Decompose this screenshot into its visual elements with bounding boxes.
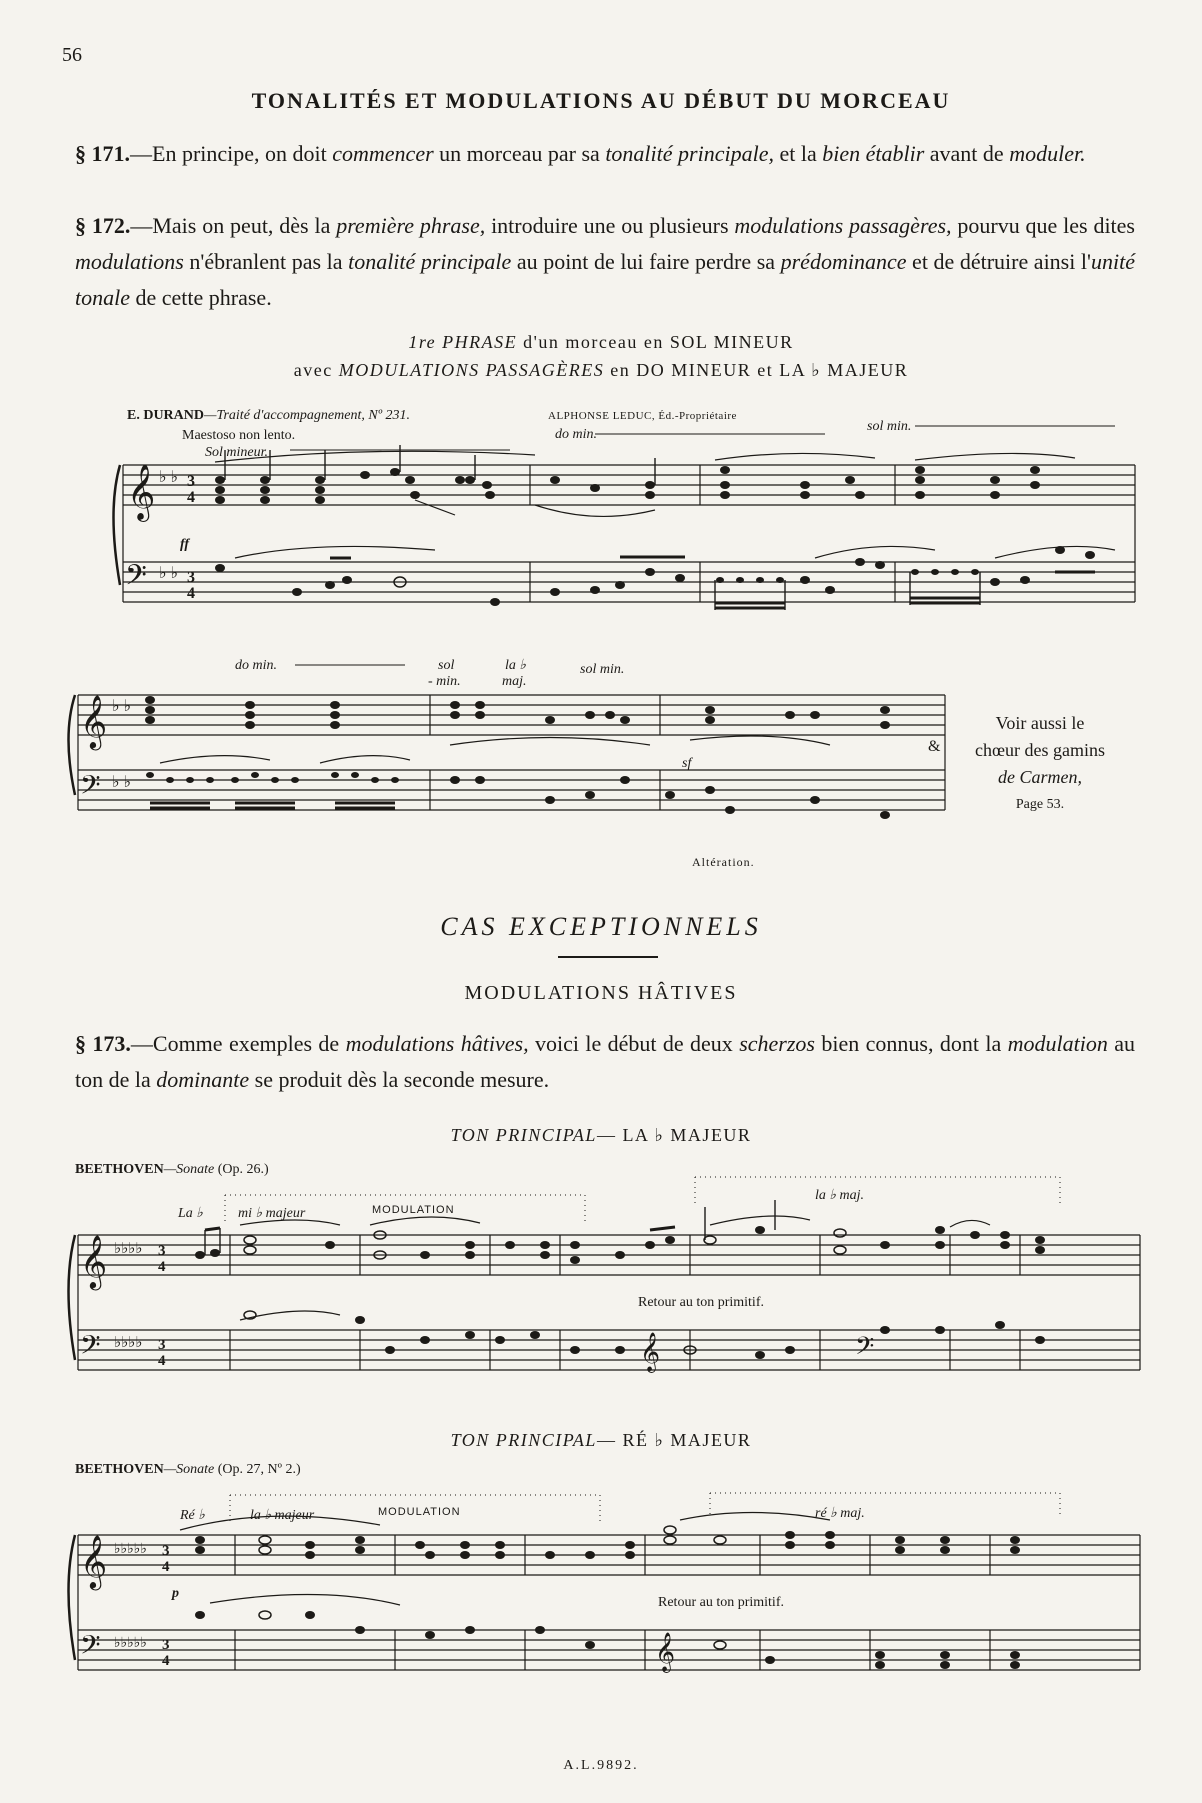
example3-system	[70, 1485, 1140, 1695]
svg-text:3: 3	[187, 473, 195, 490]
annotation-sol-mineur: Sol mineur.	[205, 445, 268, 460]
see-also-note: Voir aussi le chœur des gamins de Carmen, Page 53.	[975, 713, 1105, 812]
svg-text:𝄢: 𝄢	[855, 1332, 875, 1367]
annotation-la-flat: La ♭	[178, 1206, 203, 1221]
bass-clef-icon: 𝄢	[125, 559, 147, 599]
svg-text:♭♭♭♭♭: ♭♭♭♭♭	[114, 1636, 148, 1651]
example1-publisher: ALPHONSE LEDUC, Éd.-Propriétaire	[548, 410, 737, 422]
svg-text:3: 3	[162, 1543, 170, 1559]
svg-text:♭ ♭: ♭ ♭	[159, 469, 179, 486]
example3-caption: TON PRINCIPAL— RÉ ♭ MAJEUR	[450, 1430, 752, 1450]
annotation-maj: maj.	[502, 674, 527, 689]
svg-text:♭ ♭: ♭ ♭	[112, 774, 132, 791]
example1-caption-line2: avec MODULATIONS PASSAGÈRES en DO MINEUR et LA ♭ MAJEUR	[293, 360, 909, 380]
example1-attribution: E. DURAND—Traité d'accompagnement, Nº 231.	[127, 408, 411, 423]
example1-system2	[70, 658, 945, 825]
svg-text:3: 3	[162, 1637, 170, 1653]
svg-text:𝄞: 𝄞	[640, 1332, 661, 1372]
svg-text:4: 4	[158, 1353, 166, 1369]
section-title: CAS EXCEPTIONNELS	[440, 912, 762, 941]
bass-clef-icon: 𝄢	[80, 1329, 101, 1367]
dynamic-ff: ff	[180, 537, 190, 552]
paragraph-number: § 171.	[75, 141, 130, 166]
publisher-footer: A.L.9892.	[563, 1758, 639, 1773]
bass-clef-icon: 𝄢	[80, 769, 101, 807]
svg-text:3: 3	[158, 1337, 166, 1353]
svg-text:3: 3	[187, 569, 195, 586]
annotation-re-flat: Ré ♭	[180, 1508, 205, 1523]
page-number: 56	[62, 44, 82, 66]
dynamic-sf: sf	[682, 756, 692, 771]
svg-text:4: 4	[187, 585, 195, 602]
svg-text:♭♭♭♭: ♭♭♭♭	[114, 1335, 143, 1351]
svg-text:4: 4	[162, 1559, 170, 1575]
annotation-la-flat-maj: la ♭ maj.	[815, 1188, 864, 1203]
subsection-title: MODULATIONS HÂTIVES	[464, 982, 738, 1004]
annotation-sol: sol	[438, 658, 455, 673]
alteration-label: Altération.	[692, 855, 755, 869]
treble-clef-icon: 𝄞	[127, 464, 156, 520]
annotation-re-flat-maj: ré ♭ maj.	[815, 1506, 865, 1521]
page-title: TONALITÉS ET MODULATIONS AU DÉBUT DU MORCEAU	[251, 88, 951, 113]
svg-text:♭ ♭: ♭ ♭	[159, 565, 179, 582]
svg-text:3: 3	[158, 1243, 166, 1259]
treble-clef-icon: 𝄞	[80, 1234, 108, 1288]
staff-bass	[123, 562, 1135, 602]
treble-clef-icon: 𝄞	[80, 694, 108, 748]
dynamic-p: p	[172, 1586, 179, 1601]
divider	[558, 956, 658, 958]
paragraph-171: § 171.—En principe, on doit commencer un morceau par sa tonalité principale, et la bien établir avant de moduler.	[75, 141, 1086, 166]
svg-text:4: 4	[187, 489, 195, 506]
svg-text:4: 4	[162, 1653, 170, 1669]
paragraph-number: § 172.	[75, 213, 131, 238]
example2-attribution: BEETHOVEN—Sonate (Op. 26.)	[75, 1162, 269, 1177]
annotation-min: - min.	[428, 674, 461, 689]
svg-text:𝄞: 𝄞	[655, 1632, 676, 1672]
ampersand: &	[928, 738, 941, 755]
return-label: Retour au ton primitif.	[658, 1595, 784, 1610]
example1-caption-line1: 1re PHRASE d'un morceau en SOL MINEUR	[408, 332, 794, 352]
annotation-modulation: MODULATION	[378, 1506, 461, 1518]
annotation-sol-min: sol min.	[867, 419, 912, 434]
example1-tempo: Maestoso non lento.	[182, 428, 296, 443]
annotation-do-min: do min.	[235, 658, 277, 673]
paragraph-number: § 173.	[75, 1031, 131, 1056]
paragraph-173: § 173.—Comme exemples de modulations hâtives, voici le début de deux scherzos bien connus, dont la modulation au ton de la dominante se produit dès la seconde mesure.	[75, 1031, 1135, 1092]
annotation-mi-flat-majeur: mi ♭ majeur	[238, 1206, 306, 1221]
staff-treble	[123, 465, 1135, 505]
svg-text:4: 4	[158, 1259, 166, 1275]
bass-clef-icon: 𝄢	[80, 1629, 101, 1667]
annotation-la-flat: la ♭	[505, 658, 526, 673]
treble-clef-icon: 𝄞	[80, 1534, 108, 1588]
annotation-la-flat-majeur: la ♭ majeur	[250, 1508, 315, 1523]
svg-text:♭♭♭♭: ♭♭♭♭	[114, 1241, 143, 1257]
svg-text:♭♭♭♭♭: ♭♭♭♭♭	[114, 1542, 148, 1557]
annotation-do-min: do min.	[555, 427, 597, 442]
paragraph-172: § 172.—Mais on peut, dès la première phrase, introduire une ou plusieurs modulations passagères, pourvu que les dites modulations n'ébranlent pas la tonalité principale au point de lui faire perdre sa prédominance et de détruire ainsi l'unité tonale de cette phrase.	[75, 213, 1135, 310]
annotation-sol-min: sol min.	[580, 662, 625, 677]
example2-caption: TON PRINCIPAL— LA ♭ MAJEUR	[450, 1125, 752, 1145]
example3-attribution: BEETHOVEN—Sonate (Op. 27, Nº 2.)	[75, 1462, 301, 1477]
annotation-modulation: MODULATION	[372, 1204, 455, 1216]
svg-text:♭ ♭: ♭ ♭	[112, 698, 132, 715]
example2-system	[70, 1185, 1140, 1375]
return-label: Retour au ton primitif.	[638, 1295, 764, 1310]
